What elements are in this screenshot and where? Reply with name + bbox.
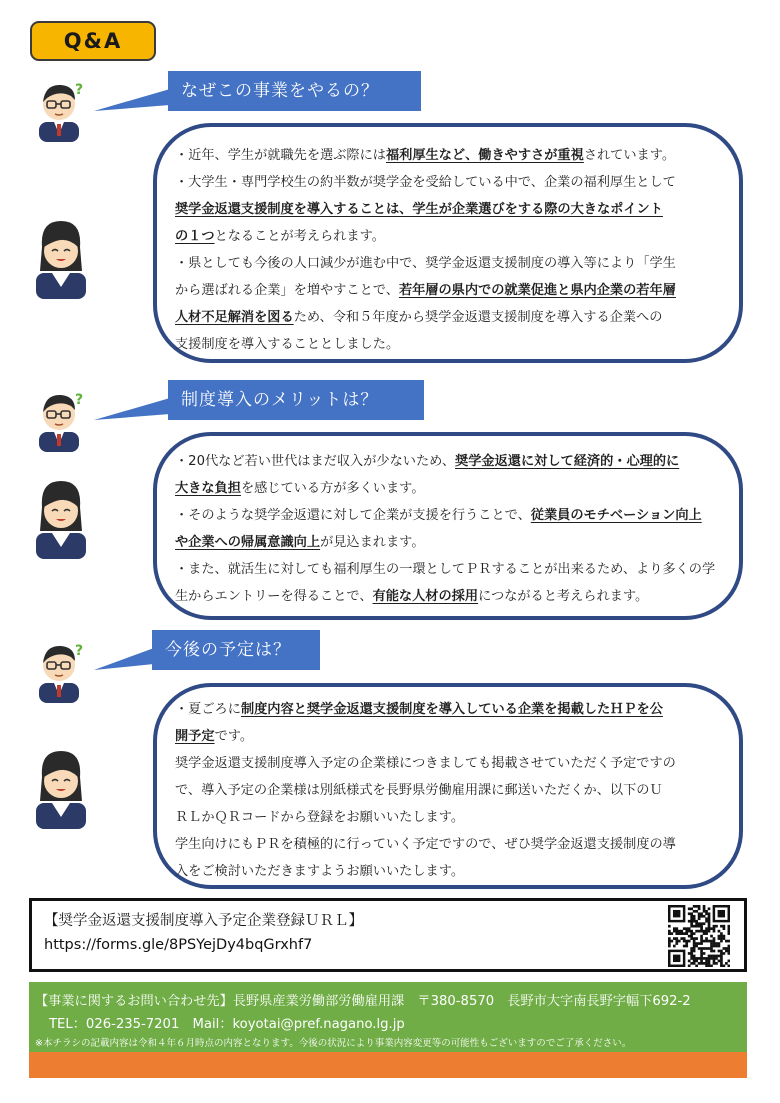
- emphasis-text: に対して経済的・心理的に: [520, 454, 680, 469]
- answer-line: [175, 196, 676, 223]
- qa-badge: Q&A: [30, 21, 156, 61]
- answer-segment: につながると考えられます。: [478, 589, 649, 604]
- answer-segment: 入をご検討いただきますようお願いいたします。: [175, 864, 465, 879]
- answer-segment: となることが考えられます。: [214, 229, 385, 244]
- answer-segment: ・また、就活生に対しても福利厚生の一環としてＰＲすることが出来るため、より多くの学: [175, 562, 716, 577]
- answer-line: [175, 831, 676, 858]
- emphasis-text: 従業員のモチベーション向上: [530, 508, 702, 523]
- answer-segment: 生からエントリーを得ることで、: [175, 589, 373, 604]
- answer-line: [175, 723, 676, 750]
- phone-mail: TEL：026-235-7201 Mail：koyotai@pref.nagano.lg.jp: [49, 1017, 405, 1032]
- answer-line: [175, 169, 676, 196]
- answer-line: [175, 250, 676, 277]
- answer-segment: 奨学金返還支援制度導入予定の企業様につきましても掲載させていただく予定ですの: [175, 756, 676, 771]
- answer-segment: ・大学生・専門学校生の約半数が奨学金を受給している中で、企業の福利厚生として: [175, 175, 676, 190]
- emphasis-text: 人材不足解消を図る: [175, 310, 294, 325]
- answer-line: [175, 858, 676, 885]
- emphasis-text: 大きな負担: [175, 481, 241, 496]
- woman-answer-avatar-2: [28, 475, 94, 559]
- answer-line: [175, 502, 715, 529]
- answer-line: [175, 750, 676, 777]
- qr-code-icon[interactable]: [668, 905, 730, 967]
- answer-line: [175, 696, 676, 723]
- footer-orange-band: [29, 1052, 747, 1078]
- answer-text-2: [175, 448, 715, 610]
- emphasis-text: 有能な人材の採用: [372, 589, 479, 604]
- svg-text:?: ?: [75, 643, 84, 659]
- emphasis-text: や企業への帰属意識向上: [175, 535, 321, 550]
- answer-segment: ・そのような奨学金返還に対して企業が支援を行うことで、: [175, 508, 531, 523]
- emphasis-text: 開予定: [175, 729, 215, 744]
- answer-line: [175, 529, 715, 556]
- answer-line: [175, 223, 676, 250]
- answer-line: [175, 777, 676, 804]
- registration-url-link[interactable]: https://forms.gle/8PSYejDy4bqGrxhf7: [44, 937, 313, 953]
- question-banner-3: 今後の予定は？: [152, 630, 320, 670]
- url-box-title: 【奨学金返還支援制度導入予定企業登録ＵＲＬ】: [44, 913, 363, 929]
- answer-line: [175, 277, 676, 304]
- man-question-avatar-2: [33, 386, 91, 452]
- question-pointer-1: [92, 83, 170, 113]
- svg-text:?: ?: [75, 82, 84, 98]
- answer-line: [175, 804, 676, 831]
- answer-segment: 学生向けにもＰＲを積極的に行っていく予定ですので、ぜひ奨学金返還支援制度の導: [175, 837, 676, 852]
- answer-line: [175, 475, 715, 502]
- answer-line: [175, 583, 715, 610]
- answer-segment: 支援制度を導入することとしました。: [175, 337, 400, 352]
- answer-segment: ・県としても今後の人口減少が進む中で、奨学金返還支援制度の導入等により「学生: [175, 256, 676, 271]
- question-banner-1: なぜこの事業をやるの？: [168, 71, 421, 111]
- answer-segment: です。: [214, 729, 254, 744]
- disclaimer-note: ※本チラシの記載内容は令和４年６月時点の内容となります。今後の状況により事業内容変更等の可能性もございますのでご了承ください。: [35, 1038, 632, 1049]
- answer-line: [175, 556, 715, 583]
- answer-line: [175, 304, 676, 331]
- answer-segment: ため、令和５年度から奨学金返還支援制度を導入する企業への: [293, 310, 663, 325]
- registration-url-box: [29, 898, 747, 972]
- answer-line: [175, 142, 676, 169]
- answer-segment: から選ばれる企業」を増やすことで、: [175, 283, 399, 298]
- answer-segment: ・近年、学生が就職先を選ぶ際には: [175, 148, 386, 163]
- emphasis-text: 奨学金返還: [455, 454, 521, 469]
- woman-answer-avatar-1: [28, 215, 94, 299]
- svg-text:?: ?: [75, 392, 84, 408]
- answer-segment: ・20代など若い世代はまだ収入が少ないため、: [175, 454, 456, 469]
- answer-segment: ・夏ごろに: [175, 702, 241, 717]
- man-question-avatar-1: [33, 76, 91, 142]
- contact-info: 【事業に関するお問い合わせ先】長野県産業労働部労働雇用課 〒380-8570 長野市大字南長野字幅下692-2: [35, 994, 691, 1009]
- emphasis-text: の１つ: [175, 229, 215, 244]
- answer-segment: を感じている方が多くいます。: [240, 481, 425, 496]
- answer-segment: で、導入予定の企業様は別紙様式を長野県労働雇用課に郵送いただくか、以下のＵ: [175, 783, 663, 798]
- contact-footer: [29, 982, 747, 1052]
- emphasis-text: 若年層の県内での就業促進と県内企業の若年層: [398, 283, 676, 298]
- man-question-avatar-3: [33, 637, 91, 703]
- question-banner-2: 制度導入のメリットは？: [168, 380, 424, 420]
- emphasis-text: 奨学金返還支援制度を導入することは、学生が企業選びをする際の大きなポイント: [175, 202, 663, 217]
- emphasis-text: 制度内容と奨学金返還支援制度を導入している企業を掲載したＨＰを公: [240, 702, 663, 717]
- woman-answer-avatar-3: [28, 745, 94, 829]
- answer-line: [175, 331, 676, 358]
- answer-segment: ＲＬかＱＲコードから登録をお願いいたします。: [175, 810, 465, 825]
- answer-line: [175, 448, 715, 475]
- emphasis-text: 福利厚生など、働きやすさが重視: [386, 148, 584, 163]
- answer-segment: されています。: [583, 148, 676, 163]
- answer-segment: が見込まれます。: [320, 535, 425, 550]
- answer-text-1: [175, 142, 676, 358]
- answer-text-3: [175, 696, 676, 885]
- question-pointer-3: [92, 642, 154, 672]
- question-pointer-2: [92, 392, 170, 422]
